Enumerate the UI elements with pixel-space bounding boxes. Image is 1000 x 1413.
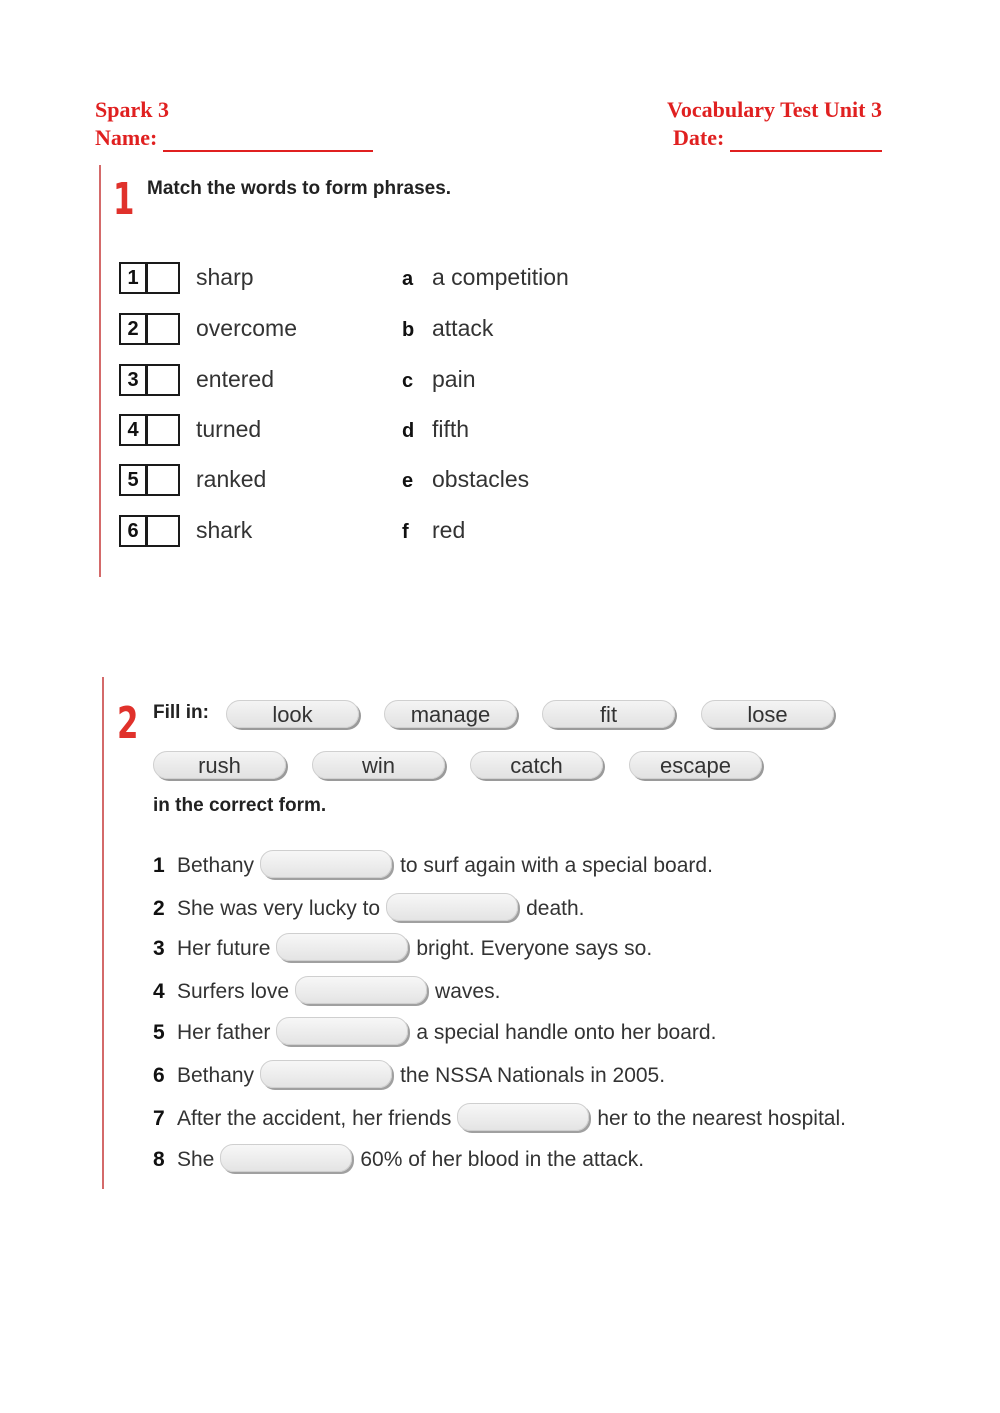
sentence-number: 6 (153, 1064, 165, 1087)
word-bank-pill[interactable]: escape (629, 751, 762, 779)
sentence-row (153, 1018, 716, 1050)
item-number: 5 (119, 464, 147, 496)
option-phrase: obstacles (432, 466, 530, 492)
date-line (673, 124, 882, 152)
answer-gap[interactable] (295, 976, 427, 1004)
test-title: Vocabulary Test Unit 3 (667, 97, 882, 122)
match-row (119, 313, 639, 349)
option-phrase: fifth (432, 416, 470, 442)
option-letter: d (402, 420, 415, 442)
section1-margin-line (99, 165, 101, 577)
match-row (119, 464, 639, 500)
option-letter: e (402, 470, 414, 492)
date-label: Date: (673, 125, 725, 150)
section2-instruction-end: in the correct form. (153, 795, 327, 816)
sentence-before: Surfers love (177, 980, 290, 1003)
sentence-number: 7 (153, 1107, 165, 1130)
option-phrase: pain (432, 366, 476, 392)
sentence-before: Bethany (177, 1064, 255, 1087)
date-blank[interactable] (730, 128, 882, 152)
word-bank-pill[interactable]: look (226, 700, 359, 728)
option-letter: a (402, 268, 414, 290)
option-phrase: red (432, 517, 466, 543)
sentence-number: 3 (153, 937, 165, 960)
option-phrase: a competition (432, 264, 569, 290)
sentence-before: She was very lucky to (177, 897, 381, 920)
sentence-after: her to the nearest hospital. (597, 1107, 846, 1130)
word-bank-pill[interactable]: rush (153, 751, 286, 779)
word-bank-pill[interactable]: catch (470, 751, 603, 779)
sentence-row (153, 851, 713, 883)
sentence-before: Bethany (177, 854, 255, 877)
book-title: Spark 3 (95, 97, 169, 122)
match-row (119, 262, 639, 298)
sentence-number: 1 (153, 854, 165, 877)
match-row (119, 364, 639, 400)
sentence-row (153, 894, 584, 926)
item-number: 2 (119, 313, 147, 345)
section1-instruction: Match the words to form phrases. (147, 178, 452, 199)
answer-box[interactable] (146, 515, 180, 547)
answer-box[interactable] (146, 364, 180, 396)
answer-gap[interactable] (220, 1144, 352, 1172)
sentence-number: 2 (153, 897, 165, 920)
match-row (119, 414, 639, 450)
item-number: 4 (119, 414, 147, 446)
match-word: entered (196, 366, 275, 392)
sentence-row (153, 1145, 644, 1177)
sentence-before: After the accident, her friends (177, 1107, 452, 1130)
answer-gap[interactable] (386, 893, 518, 921)
option-letter: c (402, 370, 414, 392)
sentence-after: 60% of her blood in the attack. (360, 1148, 645, 1171)
match-word: overcome (196, 315, 297, 341)
answer-box[interactable] (146, 464, 180, 496)
sentence-row (153, 1061, 665, 1093)
item-number: 3 (119, 364, 147, 396)
item-number: 6 (119, 515, 147, 547)
word-bank-pill[interactable]: win (312, 751, 445, 779)
section2-number: 2 (117, 698, 139, 749)
match-word: turned (196, 416, 262, 442)
answer-box[interactable] (146, 414, 180, 446)
sentence-row (153, 977, 500, 1009)
sentence-after: a special handle onto her board. (416, 1021, 717, 1044)
sentence-after: the NSSA Nationals in 2005. (400, 1064, 666, 1087)
sentence-after: waves. (435, 980, 501, 1003)
answer-gap[interactable] (260, 1060, 392, 1088)
sentence-before: Her future (177, 937, 271, 960)
answer-gap[interactable] (457, 1103, 589, 1131)
section1-number: 1 (113, 174, 135, 225)
answer-gap[interactable] (276, 933, 408, 961)
sentence-before: Her father (177, 1021, 271, 1044)
sentence-row (153, 934, 652, 966)
match-word: ranked (196, 466, 267, 492)
option-letter: b (402, 319, 415, 341)
name-label: Name: (95, 125, 158, 150)
sentence-after: to surf again with a special board. (400, 854, 713, 877)
sentence-before: She (177, 1148, 215, 1171)
option-letter: f (402, 521, 409, 543)
sentence-number: 8 (153, 1148, 165, 1171)
sentence-after: bright. Everyone says so. (416, 937, 653, 960)
item-number: 1 (119, 262, 147, 294)
sentence-number: 5 (153, 1021, 165, 1044)
answer-gap[interactable] (276, 1017, 408, 1045)
fill-in-label: Fill in: (153, 702, 209, 723)
match-row (119, 515, 639, 551)
match-word: shark (196, 517, 253, 543)
sentence-after: death. (526, 897, 585, 920)
word-bank-pill[interactable]: lose (701, 700, 834, 728)
section2-margin-line (102, 677, 104, 1189)
sentence-number: 4 (153, 980, 165, 1003)
word-bank-pill[interactable]: fit (542, 700, 675, 728)
word-bank-pill[interactable]: manage (384, 700, 517, 728)
answer-gap[interactable] (260, 850, 392, 878)
option-phrase: attack (432, 315, 494, 341)
name-line (95, 124, 373, 152)
name-blank[interactable] (163, 128, 373, 152)
answer-box[interactable] (146, 313, 180, 345)
sentence-row (153, 1104, 846, 1136)
match-word: sharp (196, 264, 254, 290)
answer-box[interactable] (146, 262, 180, 294)
